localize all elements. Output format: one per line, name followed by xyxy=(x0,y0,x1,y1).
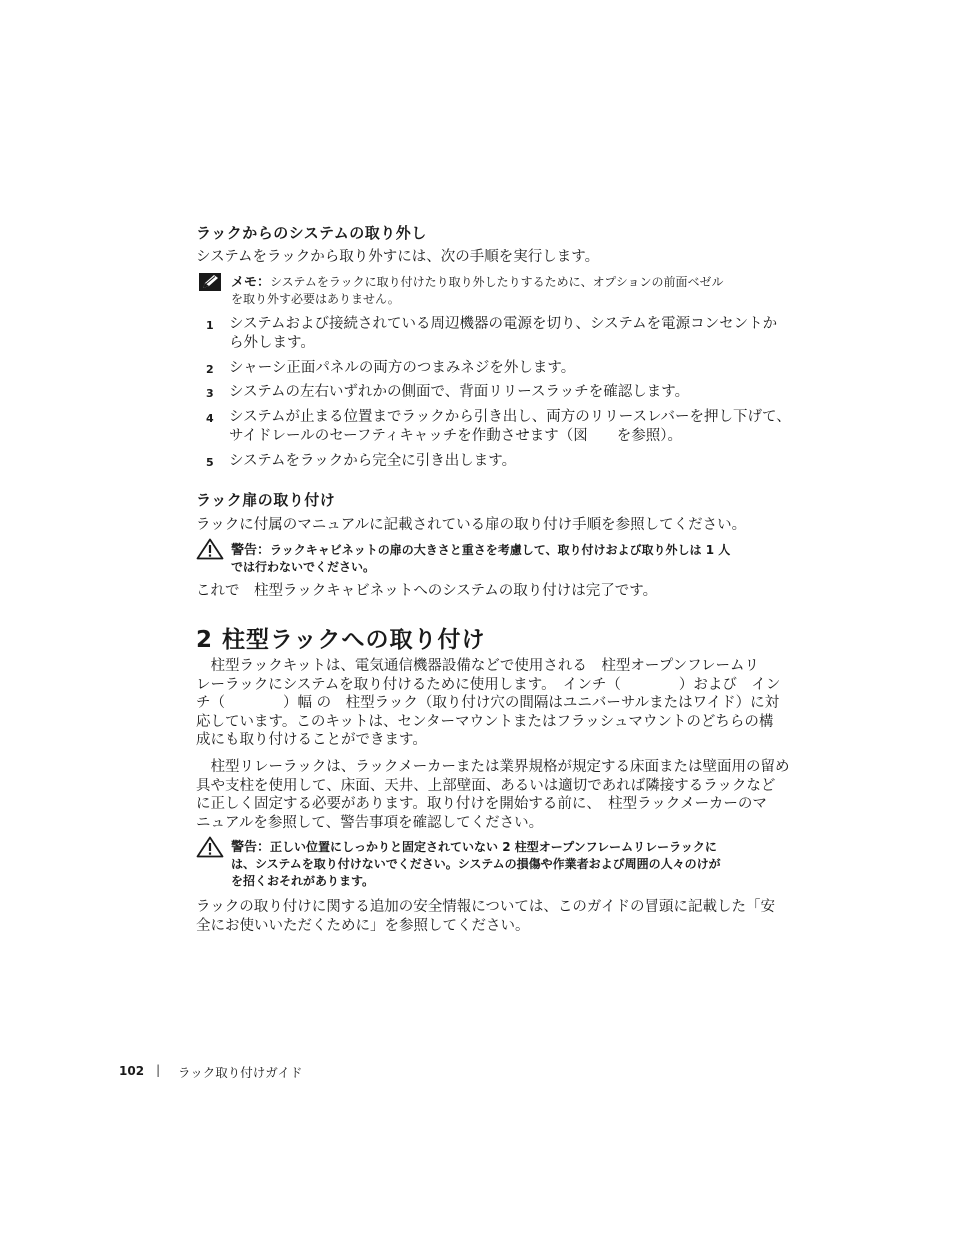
section-intro-door: ラックに付属のマニュアルに記載されている扉の取り付け手順を参照してください。 xyxy=(196,517,747,533)
section-intro: システムをラックから取り外すには、次の手順を実行します。 xyxy=(196,249,600,265)
note-label: メモ： xyxy=(231,275,271,290)
warning-label: 警告： xyxy=(231,840,271,855)
chapter-title: 2 柱型ラックへの取り付け xyxy=(196,627,486,653)
step-3: 3 システムの左右いずれかの側面で、背面リリースラッチを確認します。 xyxy=(206,384,690,400)
section-heading-rack-door: ラック扉の取り付け xyxy=(196,491,336,509)
step-1: 1 システムおよび接続されている周辺機器の電源を切り、システムを電源コンセントか ら外します。 xyxy=(206,316,778,351)
chapter-paragraph-1: 柱型ラックキットは、電気通信機器設備などで使用される 柱型オープンフレームリ レーラックにシステムを取り付けるために使用します。 インチ（ ）および イン チ（ ）幅 の 柱型ラック（取り付け穴の間隔はユニバーサルまたはワイド）に対 応しています。このキットは、センターマウントまたはフラッシュマウントのどちらの構 成にも取り付けることができます。 xyxy=(196,658,781,748)
warning-text-chapter: 警告：正しい位置にしっかりと固定されていない 2 柱型オープンフレームリレーラックに は、システムを取り付けないでください。システムの損傷や作業者および周囲の人々のけが を招くおそれがあります。 xyxy=(231,840,721,888)
note-text: メモ：システムをラックに取り付けたり取り外したりするために、オプションの前面ベゼル を取り外す必要はありません。 xyxy=(231,275,724,306)
footer-separator: | xyxy=(156,1062,161,1077)
section-heading-rack-removal: ラックからのシステムの取り外し xyxy=(196,224,427,242)
chapter-paragraph-3: ラックの取り付けに関する追加の安全情報については、このガイドの冒頭に記載した「安 全にお使いいただくために」を参照してください。 xyxy=(196,899,775,934)
closing-text: これで 柱型ラックキャビネットへのシステムの取り付けは完了です。 xyxy=(196,583,658,599)
step-5: 5 システムをラックから完全に引き出します。 xyxy=(206,453,517,469)
step-2: 2 シャーシ正面パネルの両方のつまみネジを外します。 xyxy=(206,360,576,376)
warning-triangle-icon xyxy=(196,538,224,560)
note-pencil-icon xyxy=(199,273,221,291)
page-number: 102 xyxy=(119,1064,145,1078)
warning-triangle-icon xyxy=(196,836,224,858)
step-4: 4 システムが止まる位置までラックから引き出し、両方のリリースレバーを押し下げて、 サイドレールのセーフティキャッチを作動させます（図 を参照）。 xyxy=(206,409,791,444)
warning-text-door: 警告：ラックキャビネットの扉の大きさと重さを考慮して、取り付けおよび取り外しは 1 人 では行わないでください。 xyxy=(231,543,731,574)
footer-title: ラック取り付けガイド xyxy=(178,1065,303,1080)
chapter-paragraph-2: 柱型リレーラックは、ラックメーカーまたは業界規格が規定する床面または壁面用の留め 具や支柱を使用して、床面、天井、上部壁面、あるいは適切であれば隣接するラックなど に正しく固定する必要があります。取り付けを開始する前に、 柱型ラックメーカーのマ ニュアルを参照して、警告事項を確認してください。 xyxy=(196,759,790,831)
warning-label: 警告： xyxy=(231,543,271,558)
